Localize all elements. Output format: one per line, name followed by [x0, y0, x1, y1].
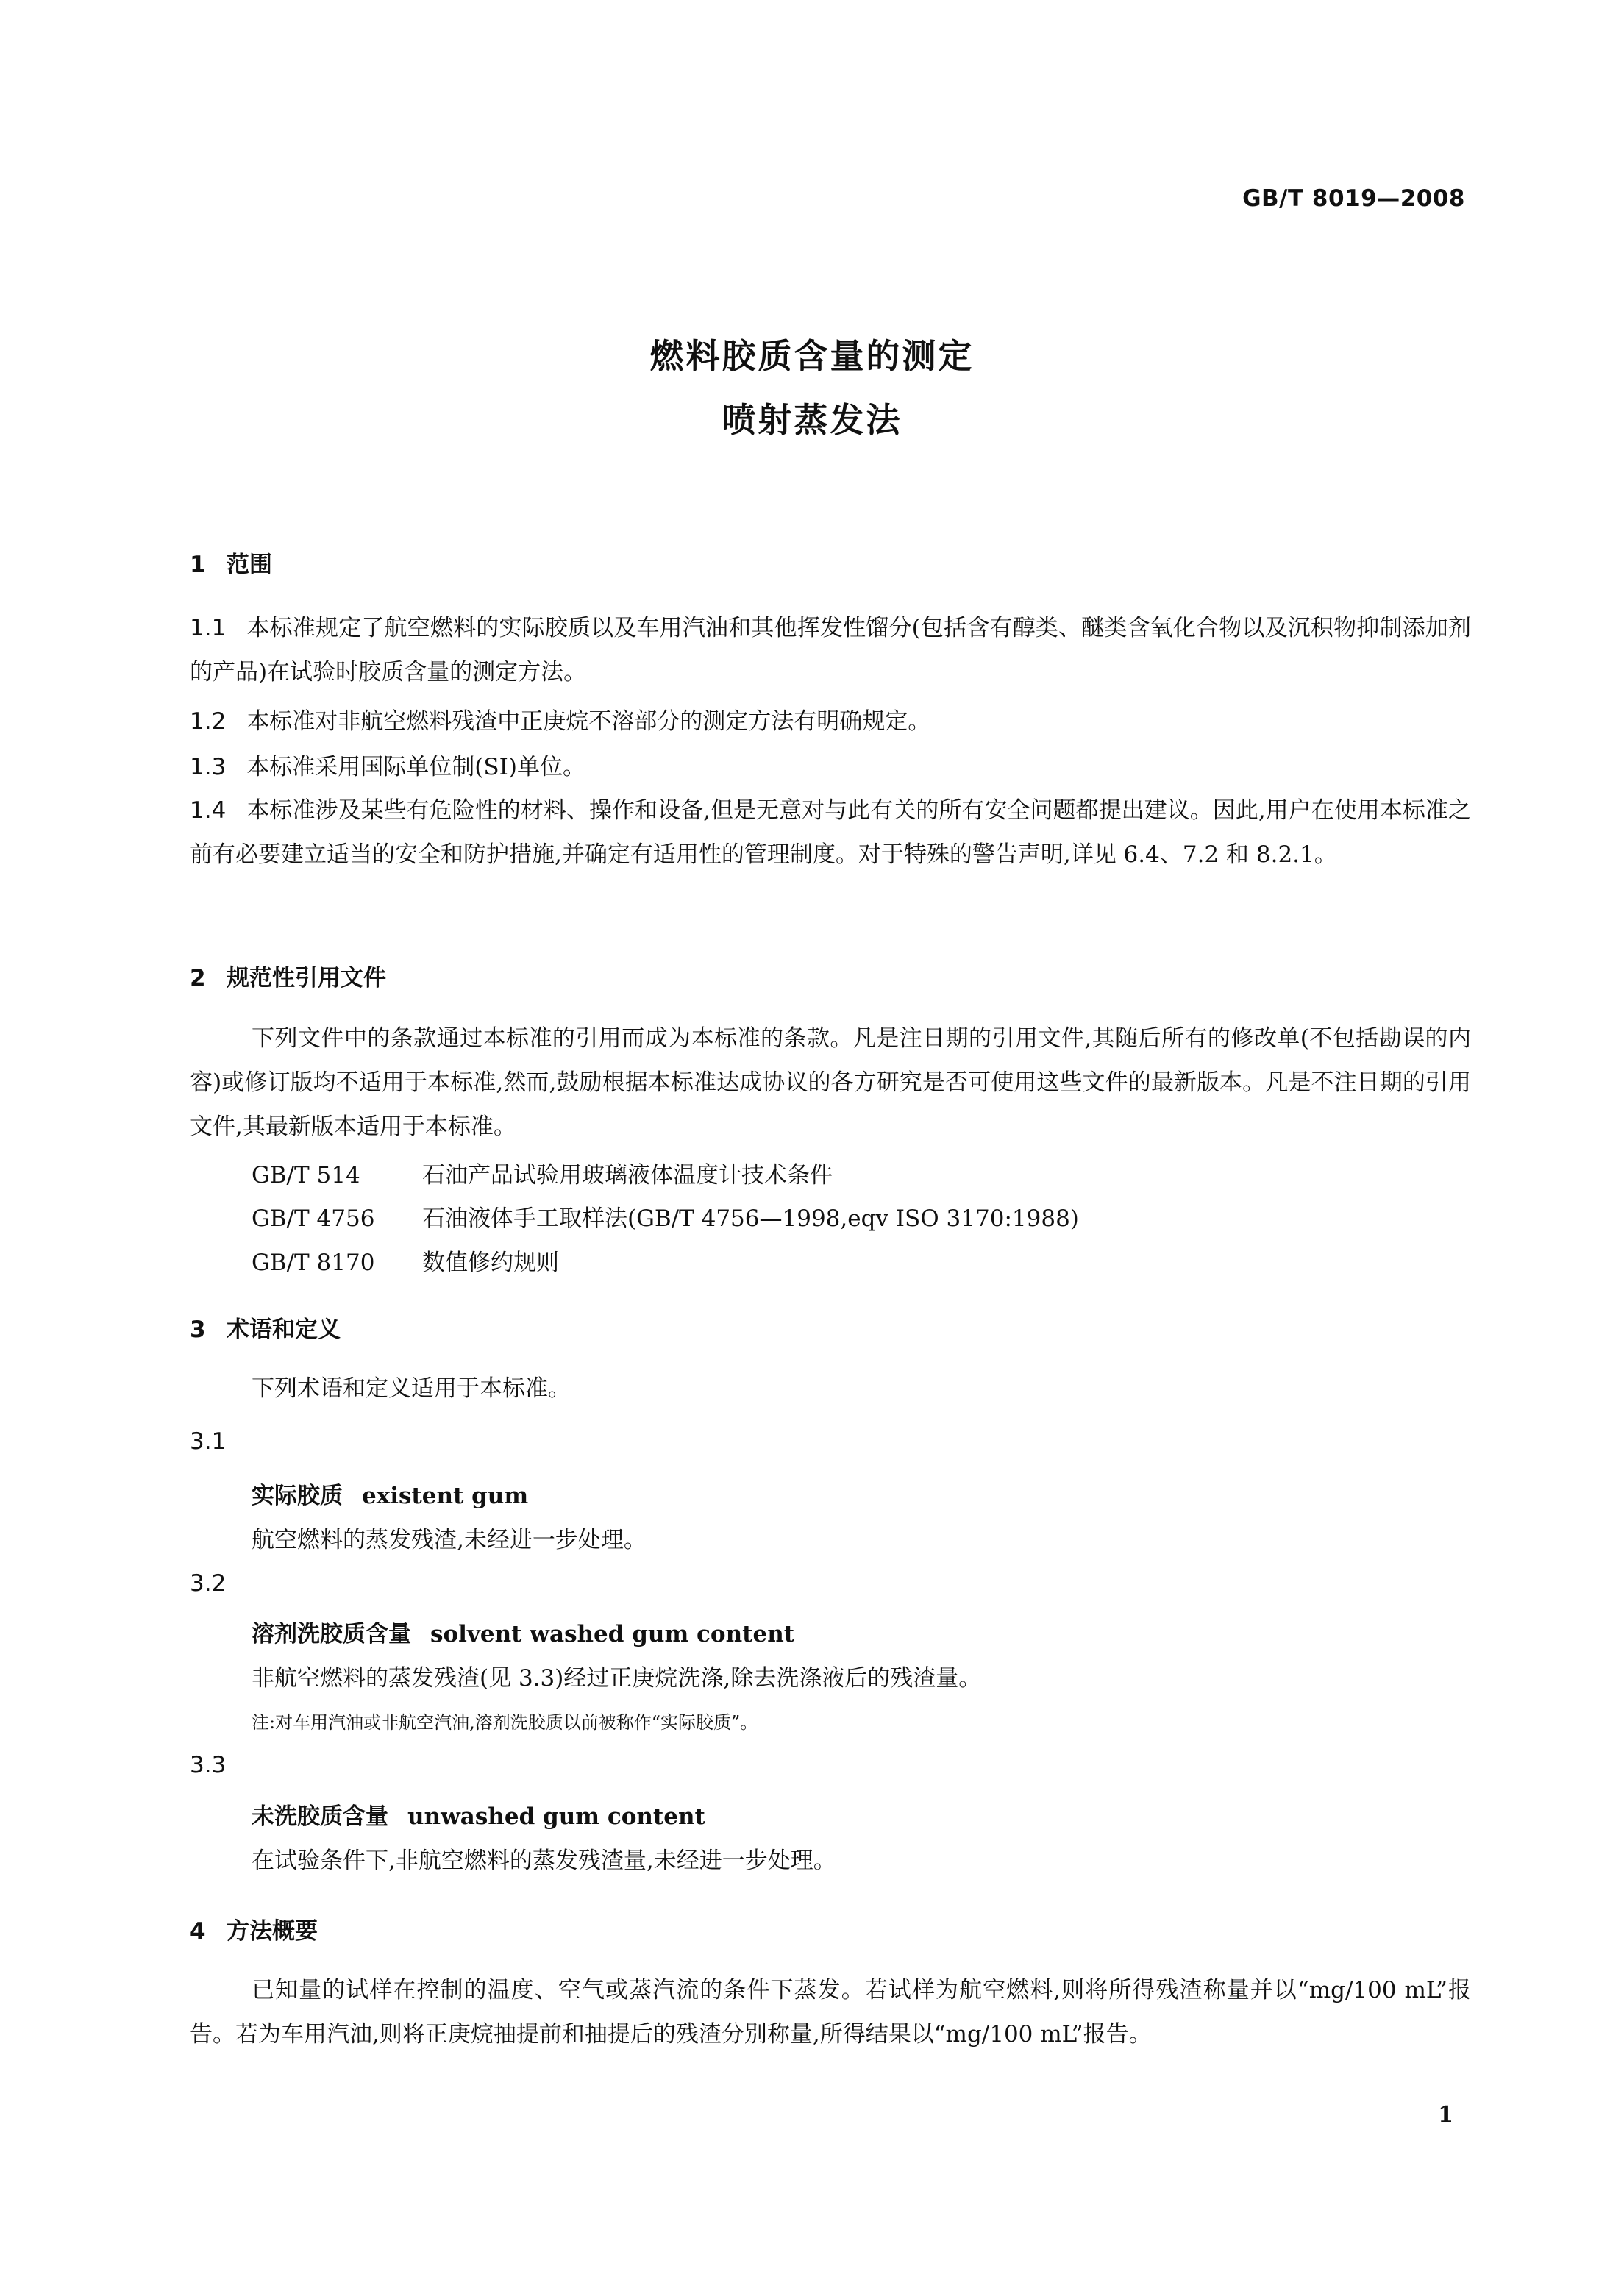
term-definition: 非航空燃料的蒸发残渣(见 3.3)经过正庚烷洗涤,除去洗涤液后的残渣量。	[252, 1665, 982, 1692]
section-title: 规范性引用文件	[227, 965, 386, 991]
term-name	[252, 1797, 705, 1831]
term-definition: 在试验条件下,非航空燃料的蒸发残渣量,未经进一步处理。	[252, 1848, 836, 1874]
document-title-line2: 喷射蒸发法	[722, 400, 902, 440]
term-name	[252, 1477, 528, 1510]
clause-text: 本标准采用国际单位制(SI)单位。	[246, 754, 585, 780]
clause-number: 1.1	[190, 615, 227, 641]
section-1-heading	[190, 546, 1471, 579]
clause-1-2	[190, 699, 1471, 744]
section-3-heading	[190, 1311, 1471, 1344]
section-number: 3	[190, 1316, 206, 1343]
term-number: 3.1	[190, 1428, 227, 1455]
reference-item	[252, 1156, 833, 1189]
clause-number: 1.3	[190, 754, 227, 780]
clause-number: 1.2	[190, 708, 227, 735]
term-name-en: unwashed gum content	[407, 1803, 705, 1830]
clause-1-1	[190, 606, 1471, 694]
reference-title: 数值修约规则	[422, 1250, 559, 1276]
reference-code: GB/T 8170	[252, 1250, 375, 1276]
reference-title: 石油液体手工取样法(GB/T 4756—1998,eqv ISO 3170:1988)	[422, 1205, 1079, 1232]
document-title-line1: 燃料胶质含量的测定	[649, 336, 975, 376]
term-name-cn: 未洗胶质含量	[252, 1803, 388, 1830]
section-title: 术语和定义	[227, 1316, 341, 1343]
section-number: 1	[190, 552, 206, 578]
standard-code: GB/T 8019—2008	[1242, 185, 1465, 212]
term-name-cn: 溶剂洗胶质含量	[252, 1621, 411, 1647]
section-number: 4	[190, 1918, 206, 1945]
clause-text: 本标准对非航空燃料残渣中正庚烷不溶部分的测定方法有明确规定。	[246, 708, 931, 735]
term-note: 注:对车用汽油或非航空汽油,溶剂洗胶质以前被称作“实际胶质”。	[252, 1712, 758, 1733]
clause-number: 1.4	[190, 797, 227, 824]
section-4-text: 已知量的试样在控制的温度、空气或蒸汽流的条件下蒸发。若试样为航空燃料,则将所得残渣称量并以“mg/100 mL”报告。若为车用汽油,则将正庚烷抽提前和抽提后的残渣分别称量,所得结果以“mg/100 mL”报告。	[190, 1977, 1471, 2048]
reference-item	[252, 1200, 1079, 1233]
section-2-heading	[190, 959, 1471, 992]
section-title: 范围	[227, 552, 272, 578]
term-name-cn: 实际胶质	[252, 1483, 343, 1509]
section-title: 方法概要	[227, 1918, 318, 1945]
section-3-intro: 下列术语和定义适用于本标准。	[252, 1375, 571, 1402]
clause-text: 本标准规定了航空燃料的实际胶质以及车用汽油和其他挥发性馏分(包括含有醇类、醚类含氧化合物以及沉积物抑制添加剂的产品)在试验时胶质含量的测定方法。	[190, 615, 1471, 685]
clause-1-3	[190, 745, 1471, 789]
reference-code: GB/T 4756	[252, 1205, 375, 1232]
term-name-en: existent gum	[362, 1483, 529, 1509]
term-number: 3.2	[190, 1570, 227, 1597]
term-name-en: solvent washed gum content	[430, 1621, 795, 1647]
section-number: 2	[190, 965, 206, 991]
clause-1-4	[190, 788, 1471, 877]
section-2-intro: 下列文件中的条款通过本标准的引用而成为本标准的条款。凡是注日期的引用文件,其随后所有的修改单(不包括勘误的内容)或修订版均不适用于本标准,然而,鼓励根据本标准达成协议的各方研究是否可使用这些文件的最新版本。凡是不注日期的引用文件,其最新版本适用于本标准。	[190, 1025, 1471, 1140]
reference-title: 石油产品试验用玻璃液体温度计技术条件	[422, 1162, 833, 1189]
section-4-heading	[190, 1912, 1471, 1945]
term-number: 3.3	[190, 1752, 227, 1778]
term-name	[252, 1615, 794, 1648]
clause-text: 本标准涉及某些有危险性的材料、操作和设备,但是无意对与此有关的所有安全问题都提出建议。因此,用户在使用本标准之前有必要建立适当的安全和防护措施,并确定有适用性的管理制度。对于特殊的警告声明,详见 6.4、7.2 和 8.2.1。	[190, 797, 1471, 868]
term-definition: 航空燃料的蒸发残渣,未经进一步处理。	[252, 1527, 647, 1553]
reference-code: GB/T 514	[252, 1162, 360, 1189]
page-number: 1	[1438, 2102, 1453, 2128]
reference-item	[252, 1244, 559, 1277]
